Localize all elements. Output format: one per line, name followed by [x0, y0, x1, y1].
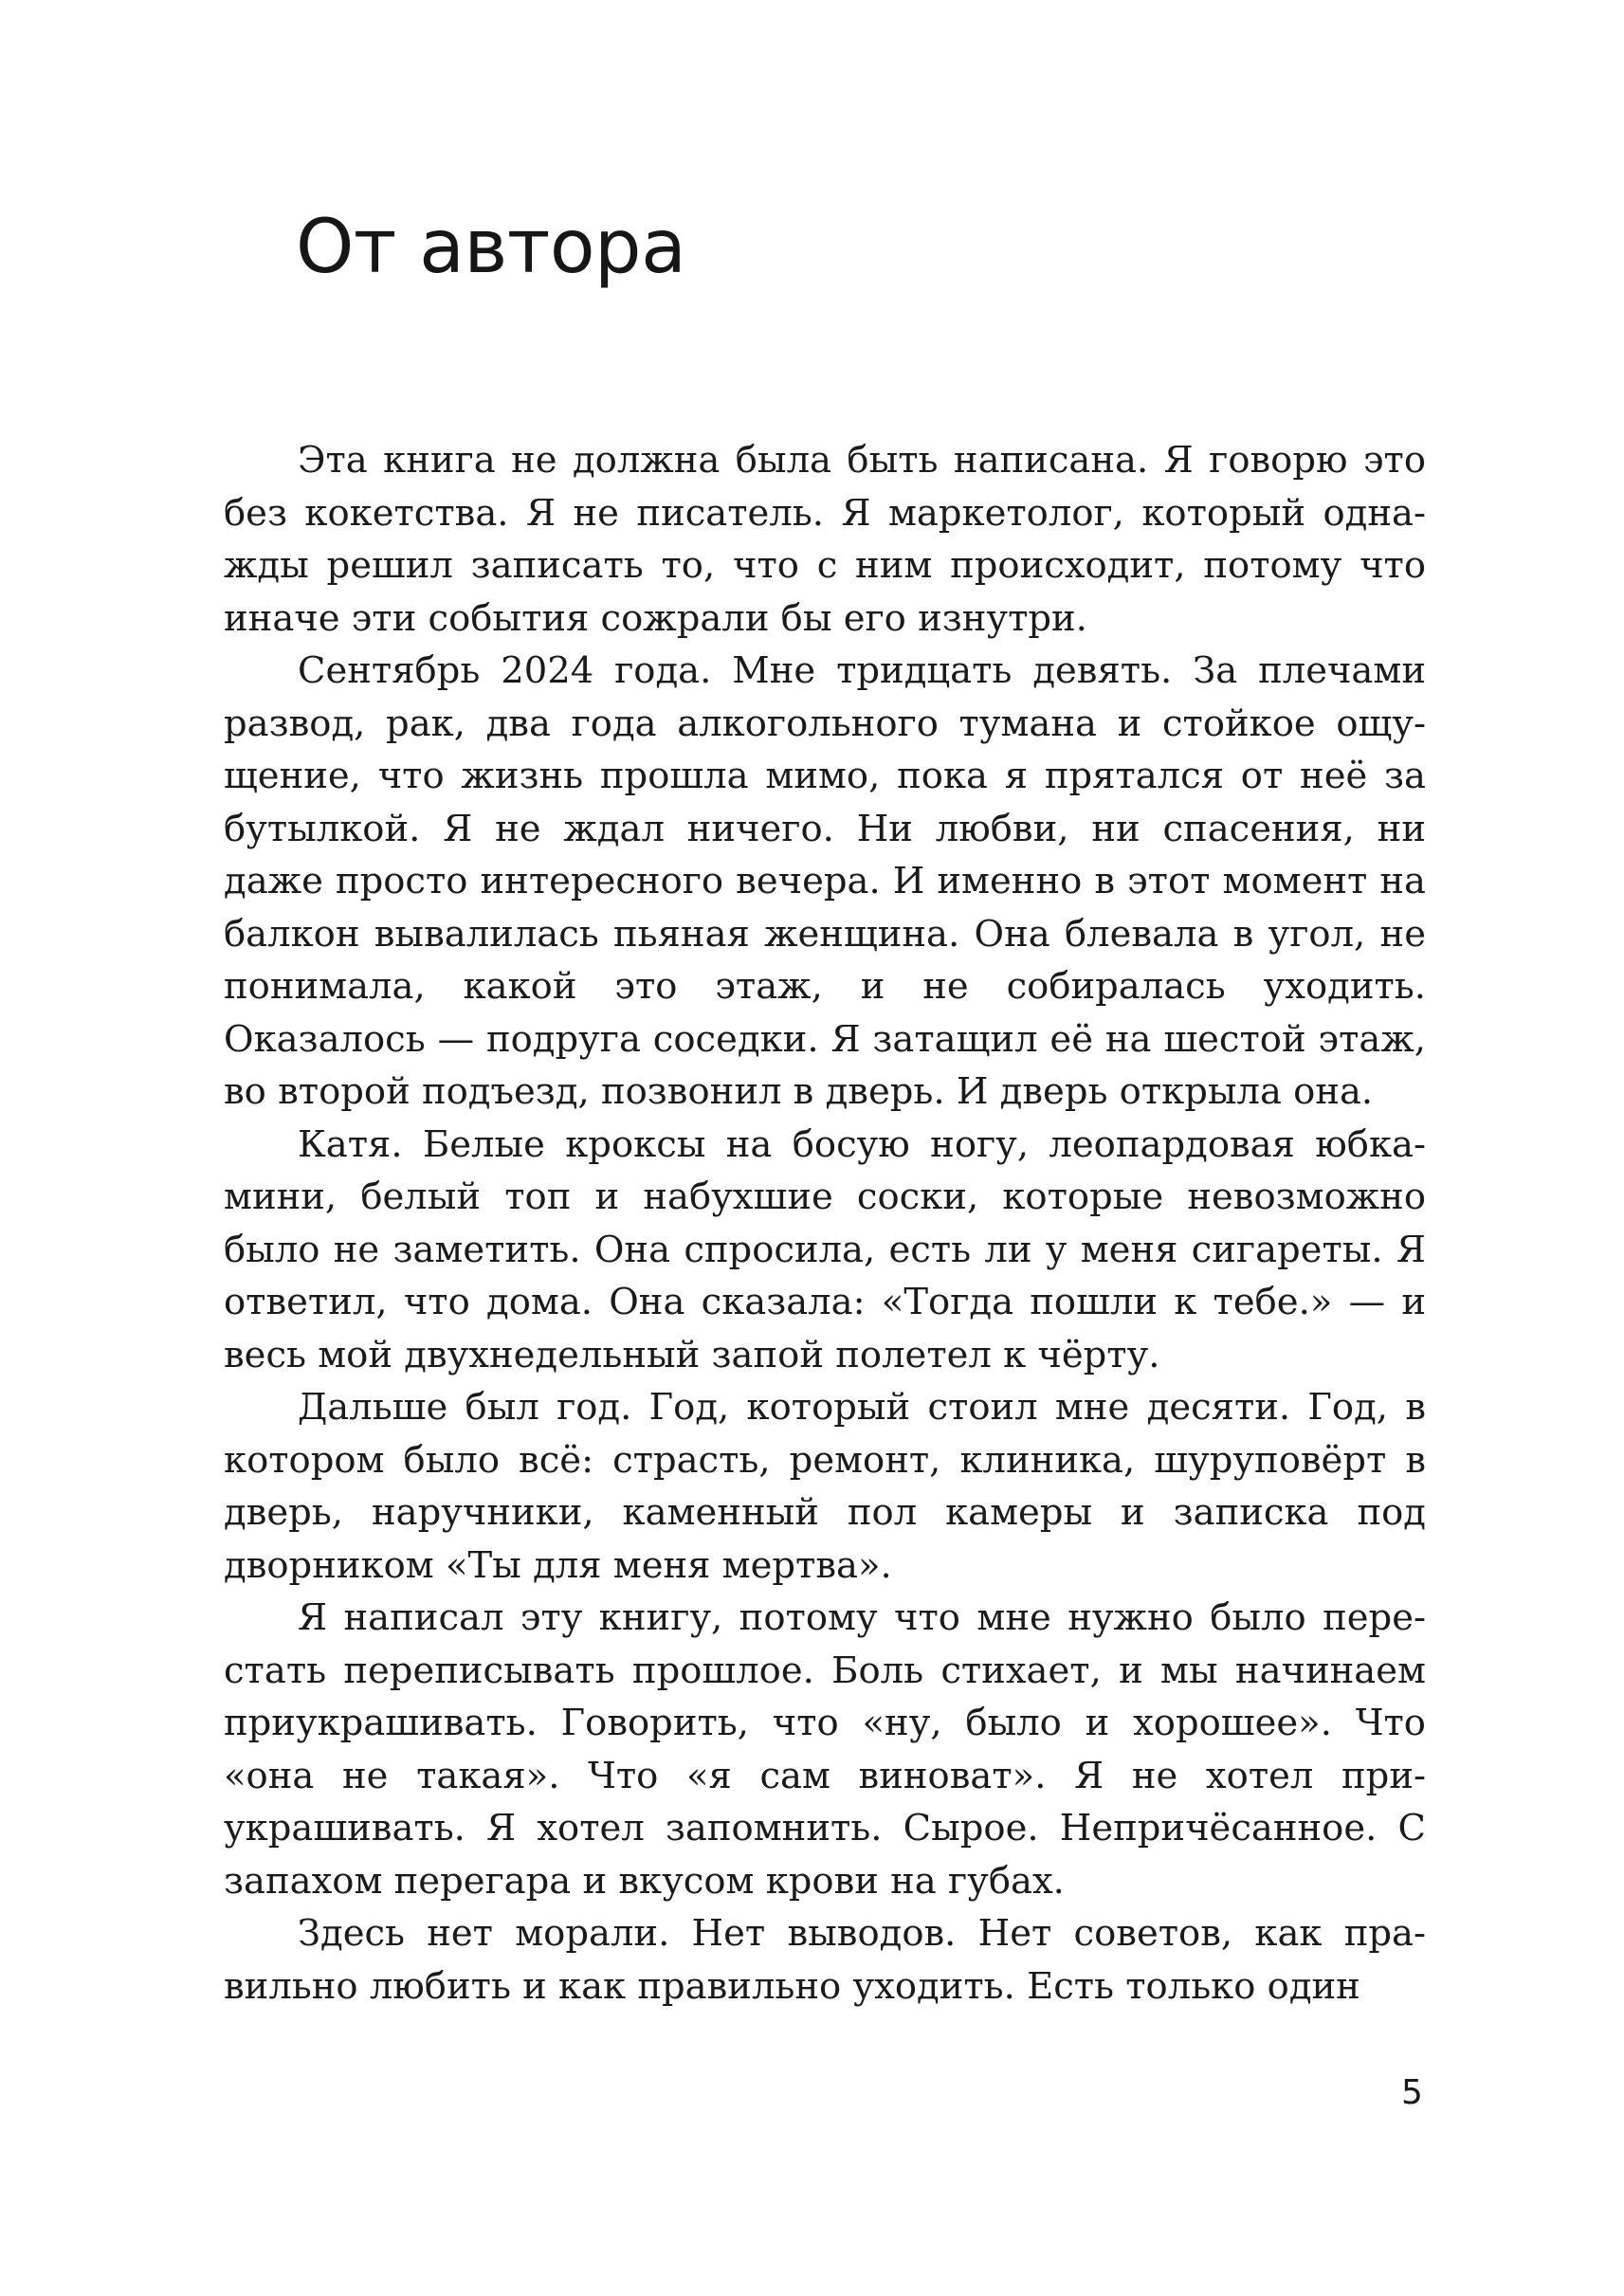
chapter-title: От автора: [296, 205, 686, 290]
paragraph: Эта книга не должна была быть написана. Я говорю это без кокетства. Я не писатель. Я маркетолог, который однажды решил записать то, что с ним происходит, потому что иначе эти события сожрали бы его изнутри.: [224, 439, 1426, 640]
paragraph: Я написал эту книгу, потому что мне нужно было перестать переписывать прошлое. Боль стихает, и мы начинаем приукрашивать. Говорить, что «ну, было и хорошее». Что «она не такая». Что «я сам виноват». Я не хотел приукрашивать. Я хотел запомнить. Сырое. Непричёсанное. С запахом перегара и вкусом крови на губах.: [224, 1596, 1426, 1903]
page-number: 5: [1401, 2073, 1423, 2112]
body-text: [224, 434, 1426, 2013]
paragraph: Здесь нет морали. Нет выводов. Нет советов, как правильно любить и как правильно уходить. Есть только один: [224, 1912, 1426, 2008]
paragraph: Катя. Белые кроксы на босую ногу, леопардовая юбка-мини, белый топ и набухшие соски, которые невозможно было не заметить. Она спросила, есть ли у меня сигареты. Я ответил, что дома. Она сказала: «Тогда пошли к тебе.» — и весь мой двухнедельный запой полетел к чёрту.: [224, 1122, 1426, 1376]
paragraph: Сентябрь 2024 года. Мне тридцать девять. За плечами развод, рак, два года алкогольного тумана и стойкое ощущение, что жизнь прошла мимо, пока я прятался от неё за бутылкой. Я не ждал ничего. Ни любви, ни спасения, ни даже просто интересного вечера. И именно в этот момент на балкон вывалилась пьяная женщина. Она блевала в угол, не понимала, какой это этаж, и не собиралась уходить. Оказалось — подруга соседки. Я затащил её на шестой этаж, во второй подъезд, позвонил в дверь. И дверь открыла она.: [224, 649, 1426, 1113]
paragraph: Дальше был год. Год, который стоил мне десяти. Год, в котором было всё: страсть, ремонт, клиника, шуруповёрт в дверь, наручники, каменный пол камеры и записка под дворником «Ты для меня мертва».: [224, 1386, 1426, 1587]
